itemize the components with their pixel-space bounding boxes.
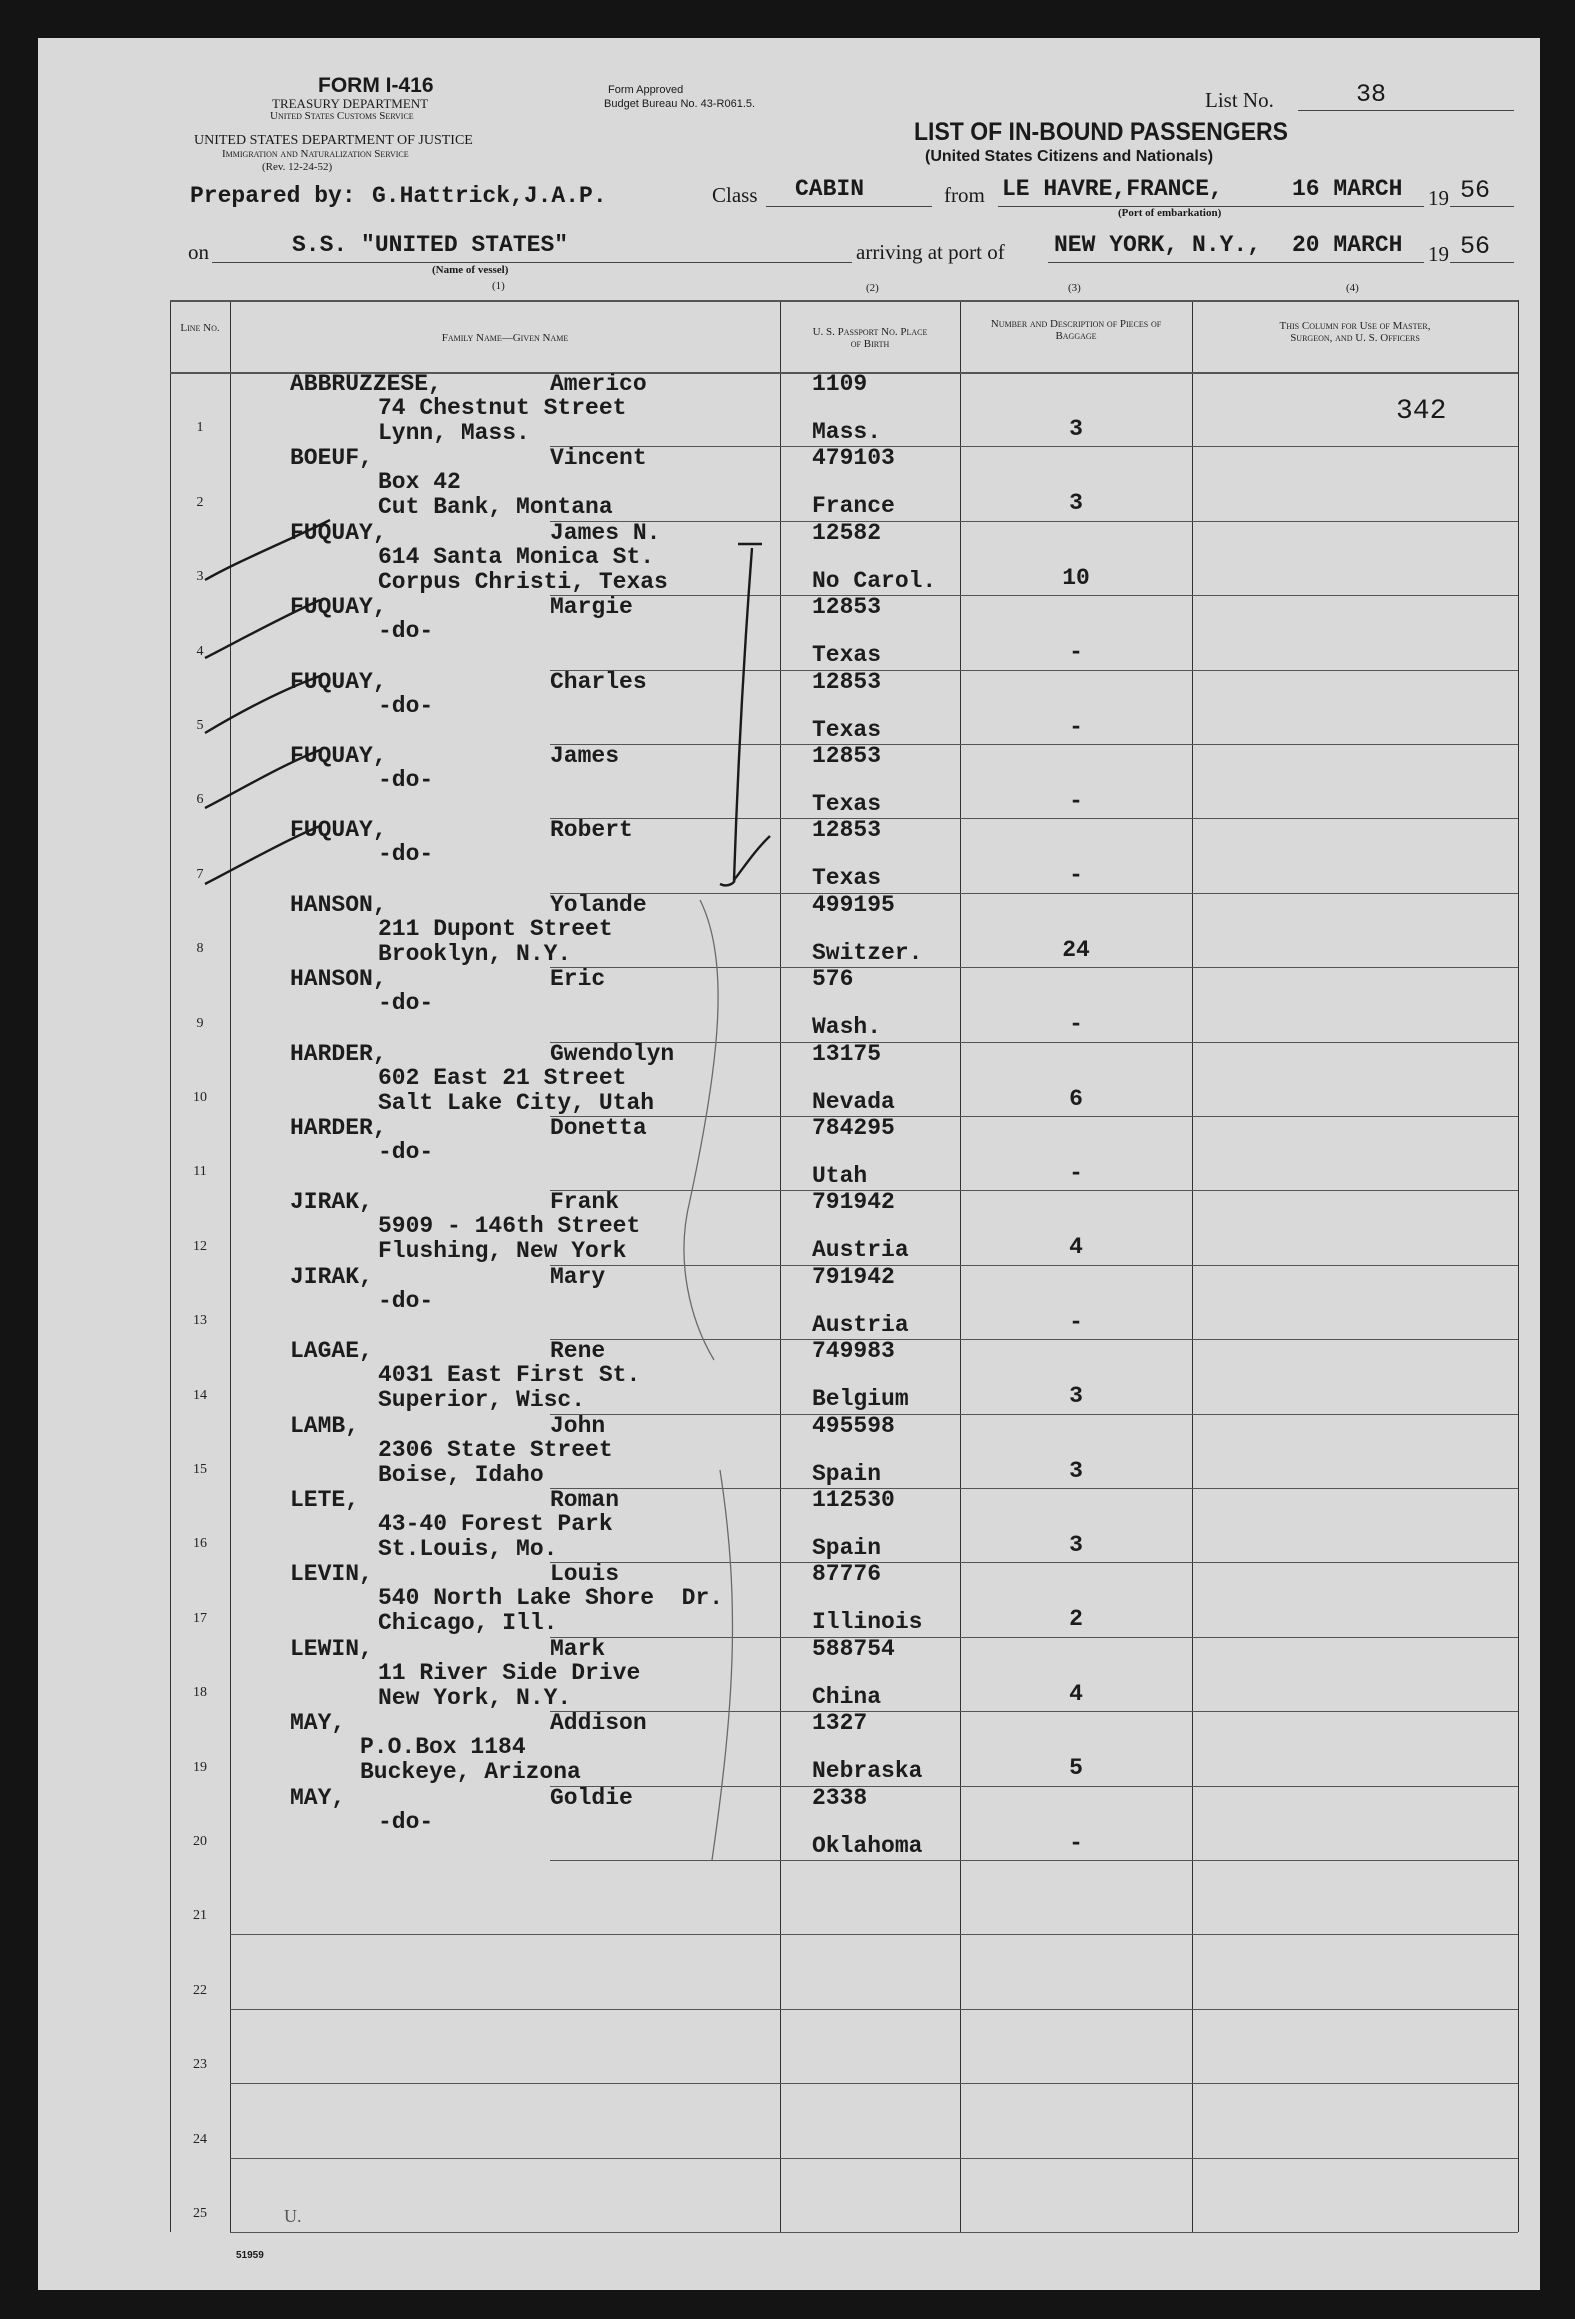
line-number: 24 — [193, 2131, 207, 2147]
family-name: LEWIN, — [290, 1635, 373, 1662]
given-name: Rene — [550, 1338, 606, 1365]
passport-number: 12853 — [812, 594, 882, 621]
address: 5909 - 146th Street Flushing, New York — [378, 1213, 641, 1265]
from-label: from — [944, 183, 985, 207]
depart-year: 56 — [1460, 176, 1491, 205]
place-of-birth: Illinois — [812, 1609, 923, 1636]
baggage-count: 3 — [1069, 1383, 1083, 1410]
place-of-birth: Austria — [812, 1237, 909, 1264]
family-name-header: Family Name—Given Name — [441, 332, 569, 344]
baggage-count: - — [1069, 1160, 1083, 1186]
address: 211 Dupont Street Brooklyn, N.Y. — [378, 915, 613, 967]
passport-number: 12853 — [812, 743, 882, 769]
baggage-count: - — [1069, 713, 1083, 740]
place-of-birth: Wash. — [812, 1014, 882, 1041]
line-number: 4 — [196, 643, 204, 659]
column-number-1: (1) — [492, 280, 505, 292]
family-name: HARDER, — [290, 1115, 387, 1141]
passport-number: 12853 — [812, 668, 882, 695]
place-of-birth: Austria — [812, 1311, 909, 1338]
baggage-count: - — [1069, 1011, 1083, 1038]
given-name: Addison — [550, 1710, 647, 1737]
passport-number: 2338 — [812, 1784, 868, 1811]
address: 614 Santa Monica St. Corpus Christi, Texas — [378, 543, 668, 595]
family-name: MAY, — [290, 1710, 346, 1737]
dept-line-2: United States Customs Service — [270, 110, 414, 122]
line-number: 2 — [196, 494, 204, 510]
passport-number: 112530 — [812, 1487, 895, 1513]
passport-number: 576 — [812, 966, 854, 993]
passport-number: 12582 — [812, 519, 882, 546]
prepared-by-label: Prepared by: — [190, 183, 356, 209]
line-number: 23 — [193, 2057, 207, 2073]
column-number-4: (4) — [1346, 282, 1359, 294]
address: -do- — [378, 1139, 434, 1165]
family-name: MAY, — [290, 1784, 346, 1811]
prepared-by-value: G.Hattrick,J.A.P. — [372, 183, 607, 209]
line-number: 5 — [196, 718, 204, 733]
line-number: 10 — [193, 1090, 207, 1105]
passport-number: 784295 — [812, 1115, 895, 1141]
revision: (Rev. 12-24-52) — [262, 161, 333, 173]
baggage-count: 5 — [1069, 1755, 1083, 1782]
vessel-value: S.S. "UNITED STATES" — [292, 232, 569, 258]
class-value: CABIN — [795, 176, 865, 202]
passport-number: 791942 — [812, 1189, 895, 1216]
line-number: 6 — [196, 792, 204, 808]
passport-number: 1109 — [812, 371, 868, 397]
list-label: List No. — [1205, 88, 1274, 112]
line-number: 12 — [193, 1238, 207, 1254]
place-of-birth: France — [812, 493, 895, 520]
given-name: Louis — [550, 1561, 620, 1588]
passport-number: 87776 — [812, 1561, 882, 1588]
address: -do- — [378, 767, 434, 793]
port-caption: (Port of embarkation) — [1118, 207, 1222, 219]
address: 74 Chestnut Street Lynn, Mass. — [378, 395, 627, 446]
line-number: 8 — [196, 941, 204, 957]
line-number: 3 — [196, 569, 204, 585]
baggage-count: 3 — [1069, 1457, 1083, 1484]
address: 2306 State Street Boise, Idaho — [378, 1436, 613, 1488]
family-name: FUQUAY, — [290, 594, 387, 621]
address: 11 River Side Drive New York, N.Y. — [378, 1659, 641, 1711]
family-name: HANSON, — [290, 966, 387, 993]
approval-line-1: Form Approved — [608, 84, 684, 96]
line-number: 13 — [193, 1313, 207, 1329]
passport-number: 588754 — [812, 1635, 895, 1662]
family-name: FUQUAY, — [290, 519, 387, 546]
address: -do- — [378, 618, 434, 645]
given-name: Goldie — [550, 1784, 633, 1811]
passport-number: 13175 — [812, 1040, 882, 1067]
given-name: Donetta — [550, 1115, 647, 1141]
line-number: 1 — [196, 420, 204, 436]
place-of-birth: Texas — [812, 791, 882, 817]
vessel-caption: (Name of vessel) — [432, 264, 509, 276]
place-of-birth: Nevada — [812, 1088, 895, 1115]
passport-header: U. S. Passport No. Place of Birth — [812, 326, 928, 350]
family-name: HARDER, — [290, 1040, 387, 1067]
baggage-count: 10 — [1062, 564, 1090, 591]
passport-number: 791942 — [812, 1263, 895, 1290]
passport-number: 499195 — [812, 891, 895, 918]
line-number: 11 — [193, 1164, 207, 1180]
place-of-birth: Switzer. — [812, 939, 923, 966]
given-name: Robert — [550, 817, 633, 844]
line-number: 17 — [193, 1610, 207, 1626]
baggage-count: - — [1069, 788, 1083, 814]
address: -do- — [378, 1808, 434, 1835]
family-name: JIRAK, — [290, 1263, 373, 1290]
baggage-count: - — [1069, 862, 1083, 889]
given-name: Charles — [550, 668, 647, 695]
given-name: Vincent — [550, 445, 647, 472]
line-number: 21 — [193, 1908, 207, 1924]
family-name: ABBRUZZESE, — [290, 371, 442, 397]
family-name: HANSON, — [290, 891, 387, 918]
address: -do- — [378, 692, 434, 719]
passport-number: 479103 — [812, 445, 895, 472]
column-number-2: (2) — [866, 282, 879, 294]
baggage-count: 4 — [1069, 1234, 1083, 1261]
family-name: FUQUAY, — [290, 817, 387, 844]
address: -do- — [378, 841, 434, 868]
list-number: 38 — [1356, 80, 1387, 109]
address: 540 North Lake Shore Dr. Chicago, Ill. — [378, 1585, 724, 1637]
place-of-birth: Oklahoma — [812, 1832, 923, 1859]
line-number: 22 — [193, 1982, 207, 1998]
line-number: 7 — [196, 866, 204, 882]
given-name: James — [550, 743, 620, 769]
address: 4031 East First St. Superior, Wisc. — [378, 1362, 641, 1414]
place-of-birth: Spain — [812, 1460, 882, 1487]
approval-line-2: Budget Bureau No. 43-R061.5. — [604, 98, 756, 110]
passport-number: 1327 — [812, 1710, 868, 1737]
baggage-count: 3 — [1069, 1532, 1083, 1558]
line-number: 16 — [193, 1536, 207, 1552]
given-name: Americo — [550, 371, 647, 397]
given-name: Gwendolyn — [550, 1040, 675, 1067]
family-name: LAGAE, — [290, 1338, 373, 1365]
line-number: 25 — [193, 2206, 207, 2221]
baggage-count: - — [1069, 639, 1083, 666]
address: -do- — [378, 990, 434, 1017]
given-name: James N. — [550, 519, 661, 546]
given-name: Yolande — [550, 891, 647, 918]
given-name: Mary — [550, 1263, 606, 1290]
line-number: 14 — [193, 1387, 207, 1403]
arrival-date: 20 MARCH — [1292, 232, 1403, 258]
place-of-birth: Texas — [812, 716, 882, 743]
baggage-count: - — [1069, 1829, 1083, 1856]
officer-annotation: 342 — [1396, 396, 1447, 427]
baggage-header: Number and Description of Pieces of Baggage — [990, 318, 1162, 342]
baggage-count: 24 — [1062, 936, 1090, 963]
family-name: JIRAK, — [290, 1189, 373, 1216]
place-of-birth: Nebraska — [812, 1758, 923, 1785]
family-name: FUQUAY, — [290, 668, 387, 695]
from-value: LE HAVRE,FRANCE, — [1002, 176, 1223, 202]
arriving-label: arriving at port of — [856, 240, 1005, 264]
form-title: LIST OF IN-BOUND PASSENGERS — [914, 118, 1288, 146]
arrival-year: 56 — [1460, 232, 1491, 261]
officers-header: This Column for Use of Master, Surgeon, and U. S. Officers — [1279, 320, 1431, 344]
place-of-birth: Utah — [812, 1163, 868, 1189]
footer-code: 51959 — [236, 2250, 264, 2261]
family-name: BOEUF, — [290, 445, 373, 472]
address: -do- — [378, 1287, 434, 1314]
line-number: 9 — [196, 1015, 204, 1031]
place-of-birth: Mass. — [812, 419, 882, 445]
family-name: FUQUAY, — [290, 743, 387, 769]
baggage-count: 4 — [1069, 1680, 1083, 1707]
place-of-birth: Texas — [812, 865, 882, 892]
given-name: John — [550, 1412, 606, 1439]
line-number: 20 — [193, 1834, 207, 1849]
line-number: 19 — [193, 1759, 207, 1775]
given-name: Frank — [550, 1189, 620, 1216]
baggage-count: 3 — [1069, 490, 1083, 517]
justice-line-2: Immigration and Naturalization Service — [222, 148, 409, 160]
line-number: 18 — [193, 1685, 207, 1701]
place-of-birth: Belgium — [812, 1386, 909, 1413]
line-number: 15 — [193, 1462, 207, 1477]
given-name: Margie — [550, 594, 633, 621]
passport-number: 495598 — [812, 1412, 895, 1439]
address: P.O.Box 1184 Buckeye, Arizona — [360, 1734, 581, 1786]
column-number-3: (3) — [1068, 282, 1081, 294]
baggage-count: 6 — [1069, 1085, 1083, 1112]
family-name: LEVIN, — [290, 1561, 373, 1588]
given-name: Roman — [550, 1487, 620, 1513]
place-of-birth: No Carol. — [812, 567, 937, 594]
family-name: LAMB, — [290, 1412, 360, 1439]
line-number-header: Line No. — [180, 322, 220, 334]
address: 602 East 21 Street Salt Lake City, Utah — [378, 1064, 655, 1116]
depart-date: 16 MARCH — [1292, 176, 1403, 202]
form-subtitle: (United States Citizens and Nationals) — [925, 148, 1214, 165]
address: 43-40 Forest Park St.Louis, Mo. — [378, 1511, 613, 1562]
given-name: Mark — [550, 1635, 606, 1662]
on-label: on — [188, 240, 209, 264]
class-label: Class — [712, 183, 758, 207]
baggage-count: - — [1069, 1308, 1083, 1335]
passport-number: 749983 — [812, 1338, 895, 1365]
place-of-birth: Texas — [812, 642, 882, 669]
dept-line-1: TREASURY DEPARTMENT — [272, 96, 429, 111]
passport-number: 12853 — [812, 817, 882, 844]
baggage-count: 3 — [1069, 416, 1083, 442]
given-name: Eric — [550, 966, 606, 993]
arrival-year-prefix: 19 — [1428, 242, 1449, 266]
address: Box 42 Cut Bank, Montana — [378, 469, 613, 521]
family-name: LETE, — [290, 1487, 360, 1513]
baggage-count: 2 — [1069, 1606, 1083, 1633]
margin-mark: U. — [284, 2206, 302, 2226]
depart-year-prefix: 19 — [1428, 186, 1449, 210]
form-number: FORM I-416 — [318, 74, 434, 97]
place-of-birth: China — [812, 1683, 882, 1710]
place-of-birth: Spain — [812, 1535, 882, 1561]
arrival-port: NEW YORK, N.Y., — [1054, 232, 1262, 258]
justice-line-1: UNITED STATES DEPARTMENT OF JUSTICE — [194, 133, 473, 148]
